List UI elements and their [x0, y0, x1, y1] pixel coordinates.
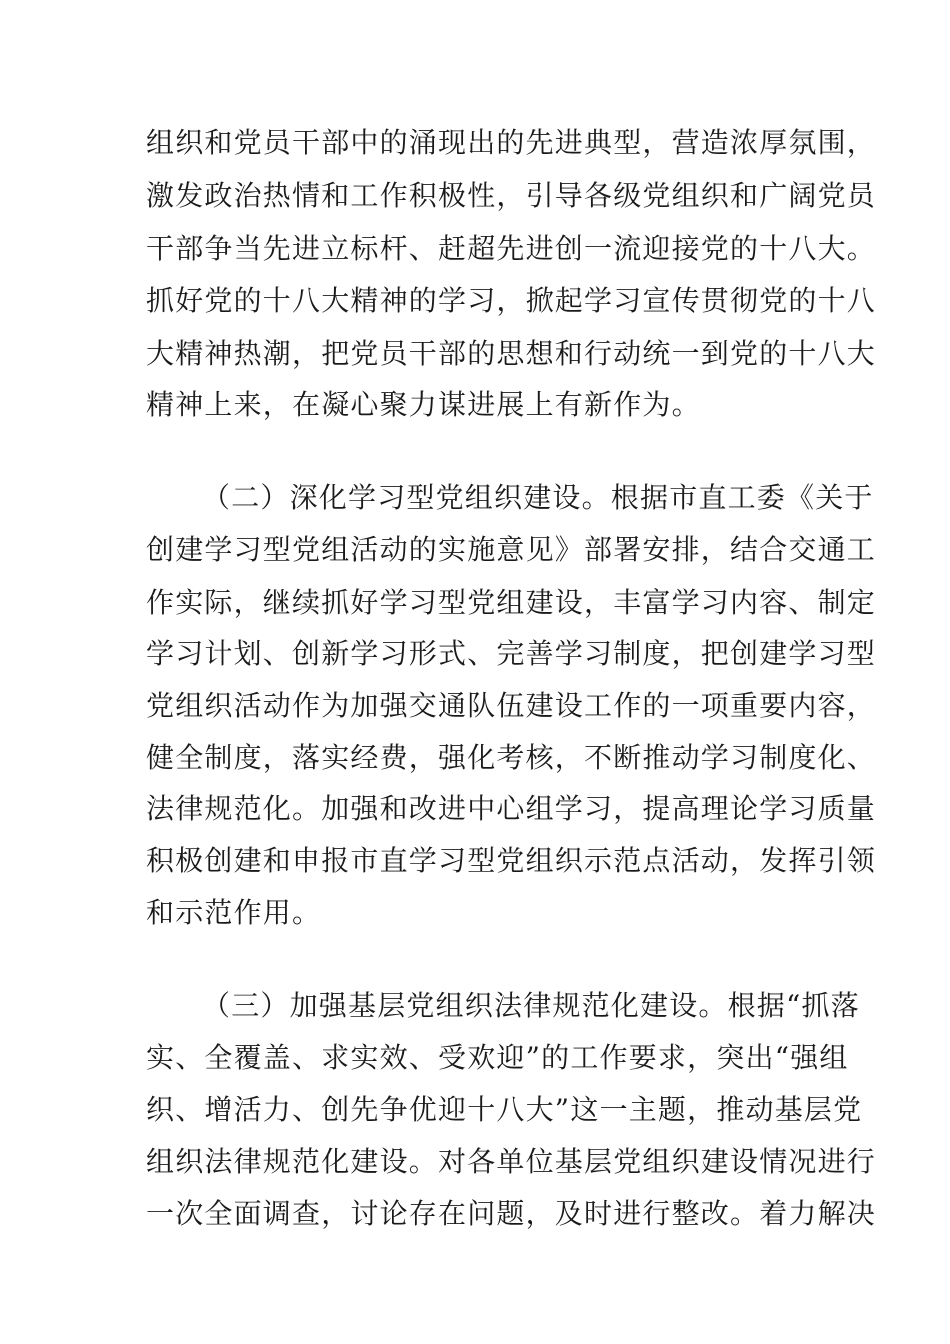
paragraph-2-line-2: 创建学习型党组活动的实施意见》部署安排，结合交通工 — [146, 533, 877, 566]
paragraph-3-line-4: 组织法律规范化建设。对各单位基层党组织建设情况进行 — [146, 1145, 877, 1178]
paragraph-3-line-3: 织、增活力、创先争优迎十八大”这一主题，推动基层党 — [146, 1093, 863, 1126]
paragraph-3-line-5: 一次全面调查，讨论存在问题，及时进行整改。着力解决 — [146, 1197, 877, 1230]
paragraph-1-line-4: 抓好党的十八大精神的学习，掀起学习宣传贯彻党的十八 — [146, 284, 877, 317]
paragraph-3-line-2: 实、全覆盖、求实效、受欢迎”的工作要求，突出“强组 — [146, 1041, 849, 1074]
paragraph-2-line-5: 党组织活动作为加强交通队伍建设工作的一项重要内容， — [146, 689, 877, 722]
paragraph-2-line-9: 和示范作用。 — [146, 896, 322, 929]
paragraph-2-line-1: （二）深化学习型党组织建设。根据市直工委《关于 — [202, 481, 874, 514]
paragraph-2-line-3: 作实际，继续抓好学习型党组建设，丰富学习内容、制定 — [146, 586, 877, 619]
paragraph-2-line-8: 积极创建和申报市直学习型党组织示范点活动，发挥引领 — [146, 844, 877, 877]
paragraph-1-line-3: 干部争当先进立标杆、赶超先进创一流迎接党的十八大。 — [146, 232, 877, 265]
paragraph-1-line-1: 组织和党员干部中的涌现出的先进典型，营造浓厚氛围， — [146, 126, 877, 159]
paragraph-1-line-5: 大精神热潮，把党员干部的思想和行动统一到党的十八大 — [146, 337, 877, 370]
paragraph-1-line-2: 激发政治热情和工作积极性，引导各级党组织和广阔党员 — [146, 179, 877, 212]
paragraph-2-line-6: 健全制度，落实经费，强化考核，不断推动学习制度化、 — [146, 741, 877, 774]
paragraph-2-line-7: 法律规范化。加强和改进中心组学习，提高理论学习质量 — [146, 792, 877, 825]
paragraph-1-line-6: 精神上来，在凝心聚力谋进展上有新作为。 — [146, 388, 701, 421]
paragraph-2-line-4: 学习计划、创新学习形式、完善学习制度，把创建学习型 — [146, 637, 877, 670]
paragraph-3-line-1: （三）加强基层党组织法律规范化建设。根据“抓落 — [202, 989, 860, 1022]
